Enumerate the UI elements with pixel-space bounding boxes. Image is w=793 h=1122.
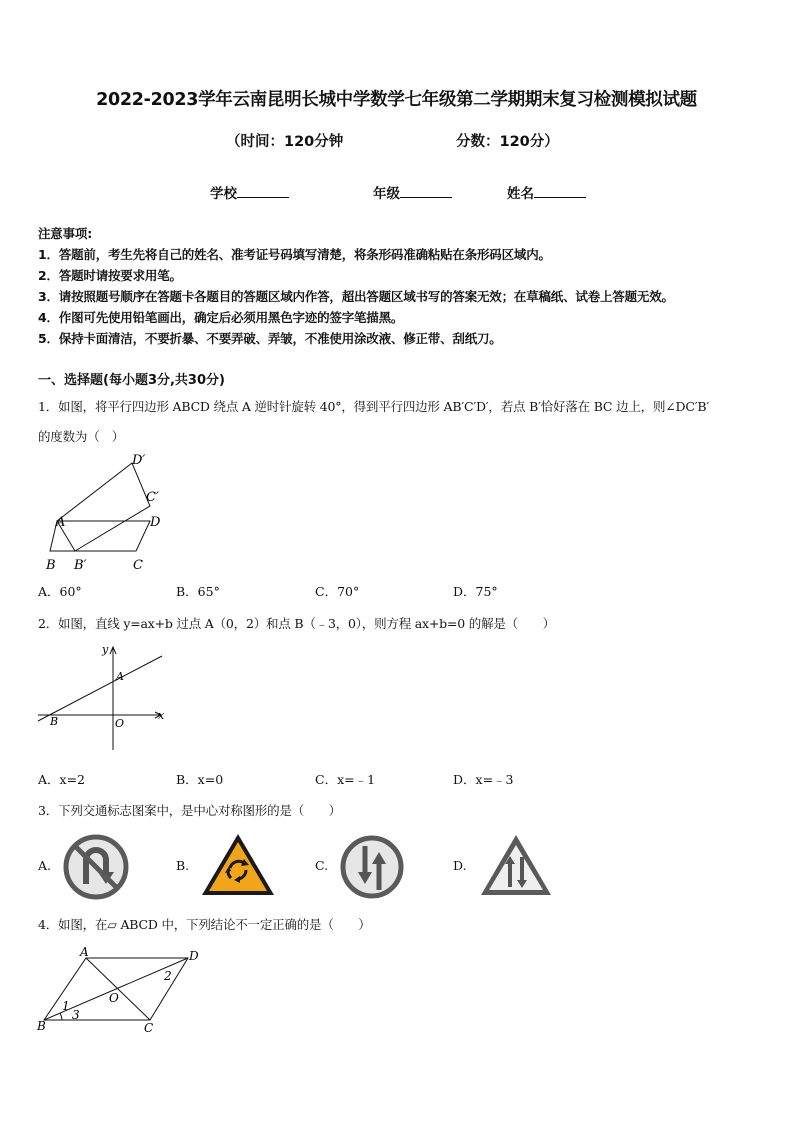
- question-1-text: 1．如图，将平行四边形 ABCD 绕点 A 逆时针旋转 40°，得到平行四边形 AB′C′D′，若点 B′恰好落在 BC 边上，则∠DC′B′: [38, 399, 709, 414]
- diagonal-ac: [86, 958, 150, 1020]
- label-a: A: [80, 945, 89, 959]
- page-title: 2022-2023学年云南昆明长城中学数学七年级第二学期期末复习检测模拟试题: [96, 90, 697, 110]
- label-3: 3: [72, 1008, 80, 1022]
- label-b: B: [46, 558, 56, 573]
- label-d: D: [189, 949, 199, 963]
- notice-heading: 注意事项:: [38, 226, 92, 241]
- q1-option-b[interactable]: B．65°: [176, 584, 220, 599]
- label-c-prime: C′: [146, 490, 159, 505]
- label-x: x: [158, 709, 165, 722]
- q1-option-d[interactable]: D．75°: [453, 584, 498, 599]
- q3-option-b[interactable]: B.: [176, 858, 190, 873]
- section-title: 一、选择题(每小题3分,共30分): [38, 373, 225, 388]
- one-way-arrows-sign-icon[interactable]: [338, 834, 406, 900]
- label-o: O: [109, 991, 119, 1005]
- q3-option-d[interactable]: D.: [453, 858, 467, 873]
- question-3-text: 3．下列交通标志图案中，是中心对称图形的是（ ）: [38, 803, 341, 818]
- label-b: B: [50, 715, 59, 728]
- line-y-ax-b: [38, 656, 162, 721]
- angle-arc: [60, 1013, 62, 1020]
- label-a: A: [56, 515, 66, 530]
- label-c: C: [133, 558, 143, 573]
- q1-option-a[interactable]: A．60°: [38, 584, 82, 599]
- label-d: D: [150, 515, 161, 530]
- question-1-figure: [40, 448, 180, 573]
- question-4-figure: [36, 942, 208, 1036]
- school-field[interactable]: 学校: [210, 182, 289, 202]
- q3-option-c[interactable]: C.: [315, 858, 329, 873]
- notice-item: 4．作图可先使用铅笔画出，确定后必须用黑色字迹的签字笔描黑。: [38, 310, 404, 325]
- question-2-text: 2．如图，直线 y=ax+b 过点 A（0，2）和点 B（﹣3，0），则方程 ax+b=0 的解是（ ）: [38, 616, 555, 631]
- notice-item: 5．保持卡面清洁，不要折暴、不要弄破、弄皱，不准使用涂改液、修正带、刮纸刀。: [38, 331, 502, 346]
- label-b-prime: B′: [74, 558, 87, 573]
- notice-item: 3．请按照题号顺序在答题卡各题目的答题区域内作答，超出答题区域书写的答案无效；在草稿纸、试卷上答题无效。: [38, 289, 674, 304]
- q2-option-d[interactable]: D．x=﹣3: [453, 772, 514, 787]
- no-u-turn-sign-icon[interactable]: [62, 834, 130, 900]
- question-2-figure: [36, 642, 168, 754]
- q2-option-c[interactable]: C．x=﹣1: [315, 772, 376, 787]
- label-y: y: [102, 643, 109, 656]
- label-b: B: [37, 1019, 46, 1033]
- question-1-text-cont: 的度数为（ ）: [38, 429, 125, 444]
- label-a: A: [116, 670, 124, 683]
- exam-score: 分数：120分）: [456, 134, 559, 150]
- label-o: O: [115, 717, 125, 730]
- exam-time: （时间：120分钟: [226, 134, 344, 150]
- q3-option-a[interactable]: A.: [38, 858, 52, 873]
- parallelogram-ab-c-d: [57, 463, 150, 551]
- q1-option-c[interactable]: C．70°: [315, 584, 360, 599]
- label-c: C: [144, 1021, 154, 1035]
- label-d-prime: D′: [132, 453, 146, 468]
- roundabout-warning-sign-icon[interactable]: [200, 832, 276, 898]
- label-2: 2: [164, 969, 172, 983]
- notice-item: 1．答题前，考生先将自己的姓名、准考证号码填写清楚，将条形码准确粘贴在条形码区域内。: [38, 247, 551, 262]
- notice-item: 2．答题时请按要求用笔。: [38, 268, 182, 283]
- name-field[interactable]: 姓名: [507, 182, 586, 202]
- grade-field[interactable]: 年级: [373, 182, 452, 202]
- two-way-traffic-sign-icon[interactable]: [478, 832, 554, 898]
- label-1: 1: [62, 999, 70, 1013]
- q2-option-b[interactable]: B．x=0: [176, 772, 224, 787]
- q2-option-a[interactable]: A．x=2: [38, 772, 86, 787]
- question-4-text: 4．如图，在▱ ABCD 中，下列结论不一定正确的是（ ）: [38, 917, 371, 932]
